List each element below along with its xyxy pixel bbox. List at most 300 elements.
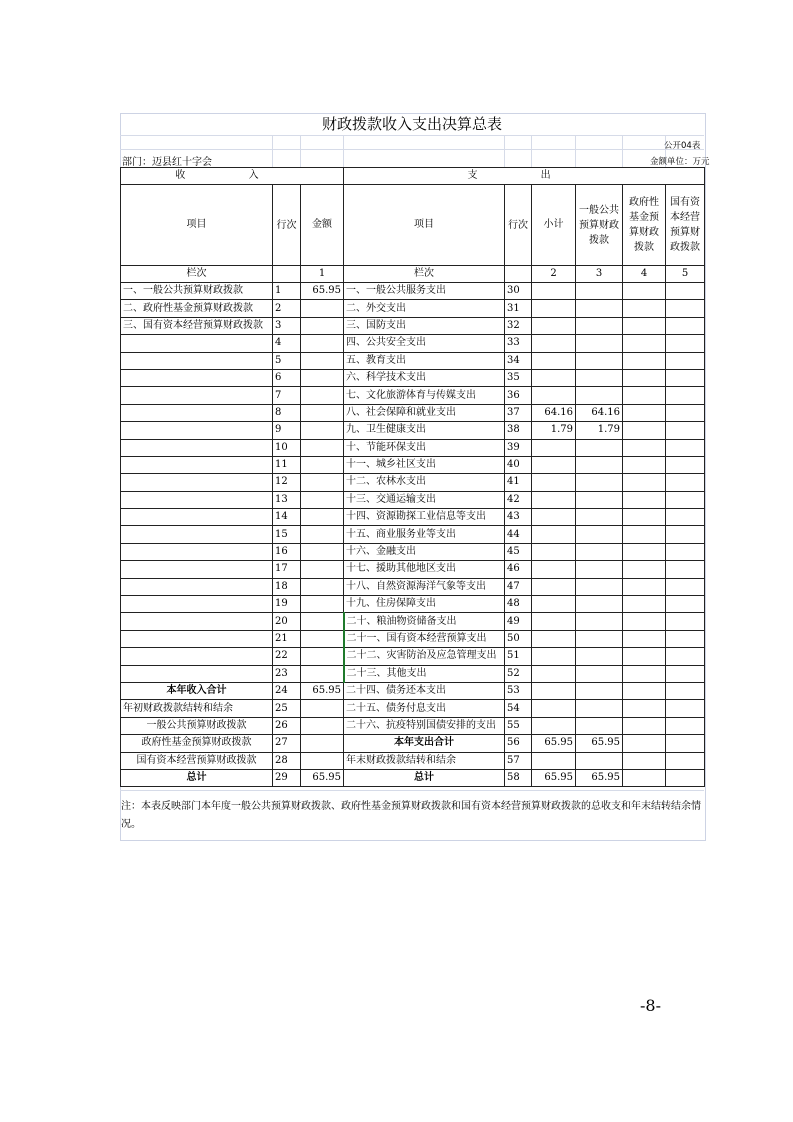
subtotal-value [532,509,576,526]
general-value [576,578,623,595]
fund-value [623,717,666,734]
left-rowno: 16 [273,543,301,560]
subtotal-value [532,613,576,630]
subtotal-value [532,700,576,717]
general-value [576,665,623,682]
left-amount [301,596,344,613]
right-rowno: 50 [505,630,532,647]
fund-value [623,596,666,613]
left-rowno: 3 [273,317,301,334]
left-item: 政府性基金预算财政拨款 [121,735,273,752]
col-amount: 金额 [301,185,344,266]
left-amount [301,335,344,352]
subtotal-value [532,526,576,543]
table-row [121,578,705,595]
state-value [666,769,705,786]
subtotal-value [532,474,576,491]
left-amount [301,317,344,334]
general-value [576,543,623,560]
table-row [121,474,705,491]
left-amount: 65.95 [301,769,344,786]
right-item: 十八、自然资源海洋气象等支出 [344,578,505,595]
general-value [576,300,623,317]
subtotal-value [532,561,576,578]
right-rowno: 41 [505,474,532,491]
fund-value [623,630,666,647]
left-item: 国有资本经营预算财政拨款 [121,752,273,769]
left-amount [301,630,344,647]
left-item [121,456,273,473]
left-rowno: 13 [273,491,301,508]
col-index-5: 5 [666,266,705,283]
fund-value [623,300,666,317]
general-value [576,682,623,699]
right-rowno: 58 [505,769,532,786]
right-item: 十、节能环保支出 [344,439,505,456]
left-rowno: 20 [273,613,301,630]
left-amount: 65.95 [301,283,344,300]
subtotal-value [532,456,576,473]
right-item: 年末财政拨款结转和结余 [344,752,505,769]
col-index-1: 1 [301,266,344,283]
fund-value [623,491,666,508]
left-item [121,561,273,578]
fund-value [623,543,666,560]
right-rowno: 40 [505,456,532,473]
left-item [121,335,273,352]
right-rowno: 36 [505,387,532,404]
fund-value [623,317,666,334]
table-row [121,700,705,717]
general-value [576,648,623,665]
left-rowno: 15 [273,526,301,543]
state-value [666,300,705,317]
right-item: 十三、交通运输支出 [344,491,505,508]
left-amount [301,735,344,752]
state-value [666,474,705,491]
right-item: 二十一、国有资本经营预算支出 [344,630,505,647]
fund-value [623,613,666,630]
right-item: 二十五、债务付息支出 [344,700,505,717]
left-item [121,352,273,369]
right-item: 十九、住房保障支出 [344,596,505,613]
subtotal-value [532,335,576,352]
fund-value [623,387,666,404]
left-rowno: 5 [273,352,301,369]
left-item: 总计 [121,769,273,786]
col-general: 一般公共预算财政拨款 [576,185,623,266]
budget-table [120,167,705,787]
general-value [576,456,623,473]
right-rowno: 54 [505,700,532,717]
right-item: 十一、城乡社区支出 [344,456,505,473]
state-value [666,387,705,404]
general-value [576,613,623,630]
subtotal-value [532,283,576,300]
left-item [121,369,273,386]
right-rowno: 38 [505,422,532,439]
general-value [576,474,623,491]
fund-value [623,700,666,717]
state-value [666,561,705,578]
state-value [666,665,705,682]
table-row [121,769,705,786]
subtotal-value: 65.95 [532,735,576,752]
left-item: 二、政府性基金预算财政拨款 [121,300,273,317]
left-item [121,578,273,595]
state-value [666,700,705,717]
state-value [666,752,705,769]
left-amount [301,543,344,560]
general-value [576,491,623,508]
right-item: 十二、农林水支出 [344,474,505,491]
page-number: -8- [640,996,661,1015]
left-rowno: 29 [273,769,301,786]
left-amount [301,613,344,630]
left-amount [301,439,344,456]
left-item [121,630,273,647]
left-rowno: 25 [273,700,301,717]
col-index-4: 4 [623,266,666,283]
general-value: 64.16 [576,404,623,421]
general-value [576,526,623,543]
general-value: 65.95 [576,735,623,752]
subtotal-value [532,491,576,508]
page-title: 财政拨款收入支出决算总表 [321,115,502,133]
left-rowno: 6 [273,369,301,386]
subtotal-value [532,665,576,682]
general-value [576,596,623,613]
right-rowno: 55 [505,717,532,734]
footnote: 注：本表反映部门本年度一般公共预算财政拨款、政府性基金预算财政拨款和国有资本经营预算财政拨款的总收支和年末结转结余情况。 [121,801,701,830]
left-rowno: 17 [273,561,301,578]
subtotal-value [532,630,576,647]
left-amount [301,648,344,665]
general-value [576,717,623,734]
subtotal-value: 65.95 [532,769,576,786]
general-value [576,752,623,769]
table-row [121,283,705,300]
fund-value [623,578,666,595]
left-rowno: 2 [273,300,301,317]
table-row [121,456,705,473]
col-item-left: 项目 [121,185,273,266]
col-state: 国有资本经营预算财政拨款 [666,185,705,266]
col-subtotal: 小计 [532,185,576,266]
subtotal-value [532,543,576,560]
fund-value [623,422,666,439]
right-rowno: 43 [505,509,532,526]
left-amount [301,300,344,317]
table-row [121,491,705,508]
state-value [666,369,705,386]
general-value [576,700,623,717]
right-item: 七、文化旅游体育与传媒支出 [344,387,505,404]
left-rowno: 18 [273,578,301,595]
left-rowno: 26 [273,717,301,734]
general-value [576,439,623,456]
subtotal-value [532,352,576,369]
right-rowno: 30 [505,283,532,300]
right-item: 六、科学技术支出 [344,369,505,386]
subtotal-value: 64.16 [532,404,576,421]
left-amount: 65.95 [301,682,344,699]
left-rowno: 23 [273,665,301,682]
right-rowno: 52 [505,665,532,682]
left-item: 一、一般公共预算财政拨款 [121,283,273,300]
left-rowno: 24 [273,682,301,699]
general-value [576,561,623,578]
subtotal-value [532,682,576,699]
table-row [121,648,705,665]
right-rowno: 47 [505,578,532,595]
state-value [666,422,705,439]
right-item: 二十六、抗疫特别国债安排的支出 [344,717,505,734]
state-value [666,596,705,613]
fund-value [623,526,666,543]
state-value [666,509,705,526]
left-rowno: 22 [273,648,301,665]
subtotal-value [532,317,576,334]
right-item: 二十二、灾害防治及应急管理支出 [344,648,505,665]
left-amount [301,752,344,769]
subtotal-value [532,752,576,769]
fund-value [623,509,666,526]
table-row [121,561,705,578]
expense-header: 支 出 [344,168,705,185]
general-value [576,317,623,334]
left-item [121,648,273,665]
right-rowno: 49 [505,613,532,630]
table-row [121,509,705,526]
state-value [666,491,705,508]
table-row [121,300,705,317]
left-item [121,439,273,456]
left-item: 一般公共预算财政拨款 [121,717,273,734]
left-rowno: 11 [273,456,301,473]
state-value [666,735,705,752]
table-row [121,526,705,543]
col-index-3: 3 [576,266,623,283]
general-value: 65.95 [576,769,623,786]
left-amount [301,578,344,595]
fund-value [623,665,666,682]
left-amount [301,561,344,578]
state-value [666,682,705,699]
right-item: 一、一般公共服务支出 [344,283,505,300]
right-rowno: 34 [505,352,532,369]
left-rowno: 8 [273,404,301,421]
left-rowno: 14 [273,509,301,526]
table-row [121,596,705,613]
subtotal-value [532,648,576,665]
fund-value [623,769,666,786]
col-rowno-right: 行次 [505,185,532,266]
left-item [121,474,273,491]
left-item [121,596,273,613]
left-item [121,665,273,682]
table-row [121,543,705,560]
table-row [121,404,705,421]
left-item [121,387,273,404]
right-rowno: 31 [505,300,532,317]
col-item-right: 项目 [344,185,505,266]
fund-value [623,404,666,421]
left-rowno: 19 [273,596,301,613]
left-item [121,543,273,560]
fund-value [623,752,666,769]
general-value [576,509,623,526]
table-row [121,422,705,439]
table-row [121,369,705,386]
right-item: 十五、商业服务业等支出 [344,526,505,543]
right-rowno: 51 [505,648,532,665]
table-row [121,717,705,734]
right-item: 二十、粮油物资储备支出 [344,613,505,630]
right-rowno: 32 [505,317,532,334]
left-amount [301,474,344,491]
right-item: 三、国防支出 [344,317,505,334]
left-rowno: 7 [273,387,301,404]
left-item: 三、国有资本经营预算财政拨款 [121,317,273,334]
general-value [576,369,623,386]
table-row [121,630,705,647]
general-value [576,283,623,300]
table-row [121,752,705,769]
fund-value [623,648,666,665]
table-row [121,352,705,369]
right-rowno: 44 [505,526,532,543]
right-rowno: 56 [505,735,532,752]
left-amount [301,422,344,439]
right-item: 四、公共安全支出 [344,335,505,352]
right-item: 二、外交支出 [344,300,505,317]
state-value [666,630,705,647]
col-rowno-left: 行次 [273,185,301,266]
state-value [666,335,705,352]
left-amount [301,700,344,717]
right-rowno: 39 [505,439,532,456]
left-amount [301,665,344,682]
income-header: 收 入 [121,168,344,185]
state-value [666,456,705,473]
subtotal-value [532,578,576,595]
left-amount [301,387,344,404]
left-amount [301,456,344,473]
lanci-right: 栏次 [344,266,505,283]
subtotal-value [532,439,576,456]
state-value [666,526,705,543]
right-item: 十七、援助其他地区支出 [344,561,505,578]
right-rowno: 48 [505,596,532,613]
left-rowno: 27 [273,735,301,752]
subtotal-value [532,717,576,734]
subtotal-value: 1.79 [532,422,576,439]
table-row [121,335,705,352]
left-item: 本年收入合计 [121,682,273,699]
table-row [121,665,705,682]
left-item [121,491,273,508]
general-value [576,335,623,352]
left-item [121,404,273,421]
left-rowno: 4 [273,335,301,352]
fund-value [623,561,666,578]
general-value [576,630,623,647]
left-amount [301,369,344,386]
table-row [121,387,705,404]
left-item [121,422,273,439]
subtotal-value [532,369,576,386]
department-label: 部门：迈县红十字会 [122,157,212,168]
subtotal-value [532,300,576,317]
fund-value [623,439,666,456]
state-value [666,439,705,456]
left-amount [301,352,344,369]
subtotal-value [532,596,576,613]
state-value [666,317,705,334]
right-item: 十六、金融支出 [344,543,505,560]
left-amount [301,509,344,526]
right-item: 二十四、债务还本支出 [344,682,505,699]
left-rowno: 1 [273,283,301,300]
state-value [666,543,705,560]
state-value [666,578,705,595]
state-value [666,613,705,630]
right-rowno: 37 [505,404,532,421]
right-rowno: 45 [505,543,532,560]
left-rowno: 28 [273,752,301,769]
left-rowno: 21 [273,630,301,647]
fund-value [623,283,666,300]
table-row [121,613,705,630]
state-value [666,352,705,369]
lanci-left: 栏次 [121,266,273,283]
general-value [576,387,623,404]
right-item: 十四、资源勘探工业信息等支出 [344,509,505,526]
left-item [121,526,273,543]
right-item: 九、卫生健康支出 [344,422,505,439]
form-code: 公开04表 [664,141,701,151]
table-row [121,317,705,334]
state-value [666,648,705,665]
right-rowno: 46 [505,561,532,578]
right-rowno: 57 [505,752,532,769]
fund-value [623,456,666,473]
right-item: 五、教育支出 [344,352,505,369]
general-value [576,352,623,369]
subtotal-value [532,387,576,404]
col-index-2: 2 [532,266,576,283]
table-row [121,735,705,752]
fund-value [623,369,666,386]
right-item: 二十三、其他支出 [344,665,505,682]
left-amount [301,404,344,421]
col-fund: 政府性基金预算财政拨款 [623,185,666,266]
left-rowno: 9 [273,422,301,439]
left-rowno: 10 [273,439,301,456]
left-amount [301,717,344,734]
fund-value [623,335,666,352]
left-amount [301,491,344,508]
state-value [666,717,705,734]
fund-value [623,352,666,369]
left-rowno: 12 [273,474,301,491]
table-row [121,439,705,456]
right-rowno: 35 [505,369,532,386]
left-amount [301,526,344,543]
right-item: 总计 [344,769,505,786]
fund-value [623,682,666,699]
